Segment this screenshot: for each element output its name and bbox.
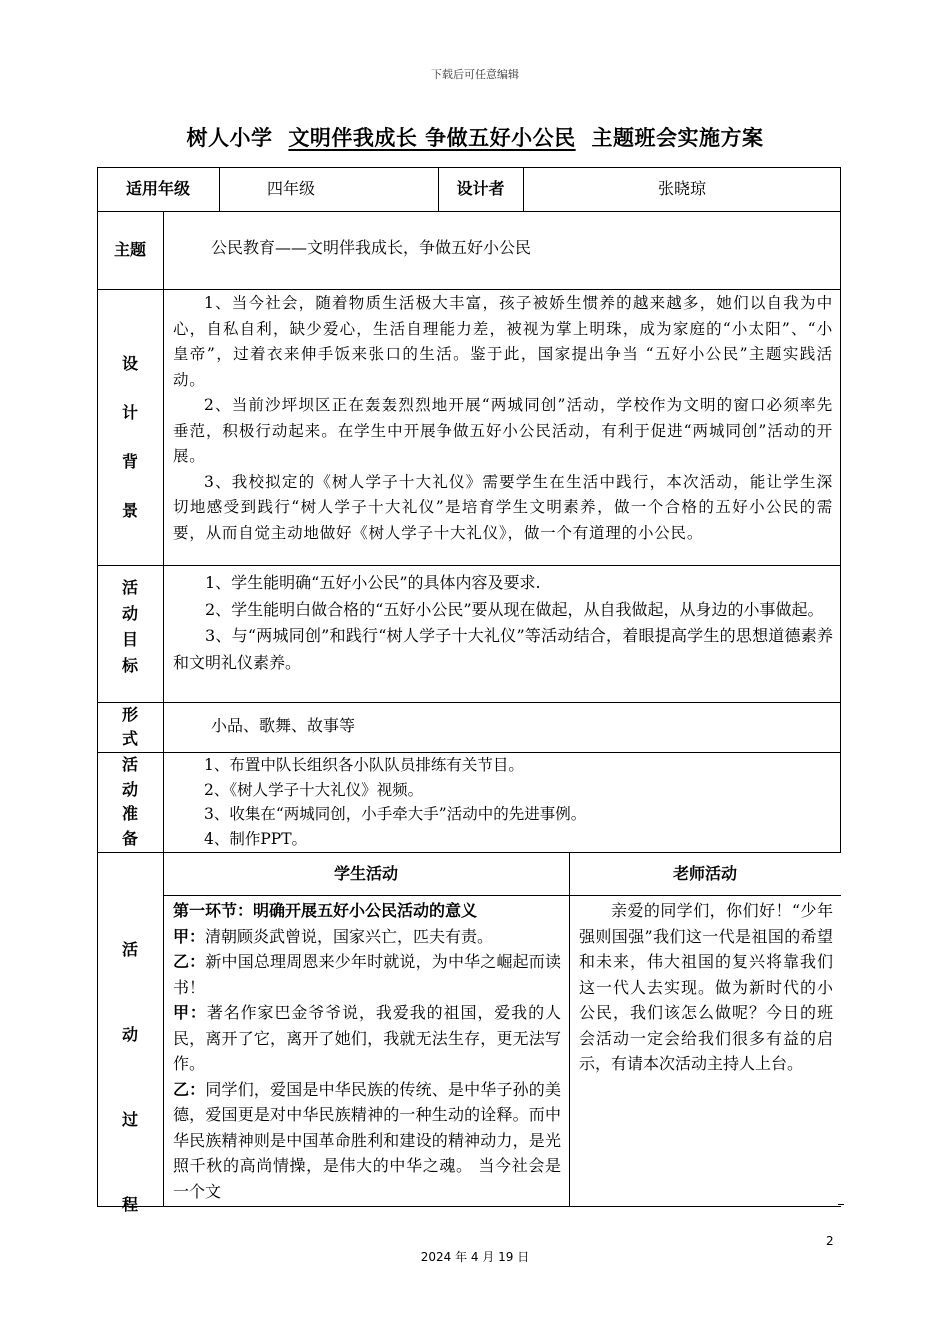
background-paragraph: 3、我校拟定的《树人学子十大礼仪》需要学生在生活中践行，本次活动，能让学生深切地感受到践行“树人学子十大礼仪”是培育学生文明素养，做一个合格的五好小公民的需要，从而自觉主动地做好《树人学子十大礼仪》，做一个有道理的小公民。	[173, 472, 833, 542]
teacher-activity-content: 亲爱的同学们，你们好！“少年强则国强”我们这一代是祖国的希望和未来，伟大祖国的复兴将靠我们这一代人去实现。做为新时代的小公民，我们该怎么做呢？今日的班会活动一定会给我们很多有益的启示，有请本次活动主持人上台。	[579, 901, 833, 1073]
background-label-char: 背	[121, 452, 138, 471]
section-title: 第一环节：明确开展五好小公民活动的意义	[173, 901, 478, 920]
form-label-char: 形	[121, 705, 138, 724]
goals-content	[173, 570, 833, 676]
goals-label-char: 目	[121, 630, 138, 649]
process-label-char: 过	[121, 1110, 138, 1129]
goals-label-char: 标	[121, 656, 138, 675]
page-number: 2	[826, 1234, 834, 1248]
dialogue-text: 清朝顾炎武曾说，国家兴亡，匹夫有责。	[205, 926, 494, 946]
goal-item: 3、与“两城同创”和践行“树人学子十大礼仪”等活动结合，着眼提高学生的思想道德素养和文明礼仪素养。	[173, 626, 833, 672]
background-label-char: 设	[121, 354, 138, 373]
grade-value: 四年级	[267, 179, 316, 198]
background-content	[173, 291, 833, 546]
form-label-char: 式	[121, 729, 138, 748]
page-title	[0, 122, 950, 152]
theme-value: 公民教育——文明伴我成长，争做五好小公民	[211, 238, 532, 257]
dialogue-line	[173, 924, 561, 950]
footer-date: 2024 年 4 月 19 日	[420, 1250, 530, 1264]
form-label	[97, 703, 163, 751]
dialogue-line	[173, 1000, 561, 1077]
preparation-item: 4、制作PPT。	[204, 829, 308, 848]
goal-item: 2、学生能明白做合格的“五好小公民”要从现在做起，从自我做起，从身边的小事做起。	[205, 599, 824, 619]
goals-label-char: 活	[121, 578, 138, 597]
dialogue-text: 新中国总理周恩来少年时就说，为中华之崛起而读书！	[173, 952, 561, 997]
speaker: 甲：	[173, 1003, 207, 1022]
process-label-char: 活	[121, 940, 138, 959]
student-activity-content	[173, 898, 561, 1204]
theme-label: 主题	[113, 240, 146, 259]
preparation-label-char: 备	[121, 828, 138, 848]
title-prefix: 树人小学	[186, 126, 273, 150]
student-activity-header: 学生活动	[333, 864, 398, 883]
dialogue-line	[173, 949, 561, 1000]
title-suffix: 主题班会实施方案	[591, 126, 764, 150]
preparation-item: 1、布置中队长组织各小队队员排练有关节目。	[204, 756, 524, 774]
plan-table	[97, 167, 841, 1214]
background-paragraph: 2、当前沙坪坝区正在轰轰烈烈地开展“两城同创”活动，学校作为文明的窗口必须率先垂范，积极行动起来。在学生中开展争做五好小公民活动，有利于促进“两城同创”活动的开展。	[173, 396, 833, 465]
designer-label: 设计者	[456, 179, 505, 198]
background-label-char: 景	[121, 501, 138, 520]
preparation-label-char: 活	[121, 755, 138, 774]
dialogue-text: 同学们，爱国是中华民族的传统、是中华子孙的美德，爱国更是对中华民族精神的一种生动的诠释。而中华民族精神则是中国革命胜利和建设的精神动力，是光照千秋的高尚情操，是伟大的中华之魂。 当今社会是一个文	[173, 1079, 561, 1201]
preparation-content	[173, 753, 833, 851]
preparation-item: 3、收集在“两城同创，小手牵大手”活动中的先进事例。	[204, 805, 587, 823]
background-label	[97, 339, 163, 535]
background-label-char: 计	[121, 403, 138, 422]
title-theme: 文明伴我成长 争做五好小公民	[288, 126, 576, 150]
preparation-label-char: 动	[121, 779, 138, 799]
dialogue-text: 著名作家巴金爷爷说，我爱我的祖国，爱我的人民，离开了它，离开了她们，我就无法生存，更无法写作。	[173, 1003, 561, 1073]
goals-label	[97, 575, 163, 679]
header-note: 下载后可任意编辑	[431, 68, 519, 81]
process-label-char: 程	[121, 1195, 138, 1214]
dialogue-line	[173, 1077, 561, 1205]
grade-label: 适用年级	[125, 179, 190, 198]
goals-label-char: 动	[121, 604, 138, 623]
designer-value: 张晓琼	[657, 179, 706, 198]
speaker: 乙：	[173, 952, 206, 971]
process-label	[97, 907, 163, 1247]
preparation-label-char: 准	[121, 804, 138, 823]
form-value: 小品、歌舞、故事等	[211, 716, 356, 735]
page-edge-mark	[838, 1204, 844, 1205]
speaker: 乙：	[173, 1079, 206, 1099]
preparation-label	[97, 753, 163, 851]
goal-item: 1、学生能明确“五好小公民”的具体内容及要求.	[205, 573, 541, 592]
background-paragraph: 1、当今社会，随着物质生活极大丰富，孩子被娇生惯养的越来越多，她们以自我为中心，自私自利，缺少爱心，生活自理能力差，被视为掌上明珠，成为家庭的“小太阳”、“小皇帝”，过着衣来伸手饭来张口的生活。鉴于此，国家提出争当 “五好小公民”主题实践活动。	[173, 294, 833, 389]
teacher-activity-header: 老师活动	[672, 864, 737, 883]
preparation-item: 2、《树人学子十大礼仪》视频。	[204, 780, 424, 799]
speaker: 甲：	[173, 926, 206, 946]
process-label-char: 动	[121, 1025, 138, 1044]
